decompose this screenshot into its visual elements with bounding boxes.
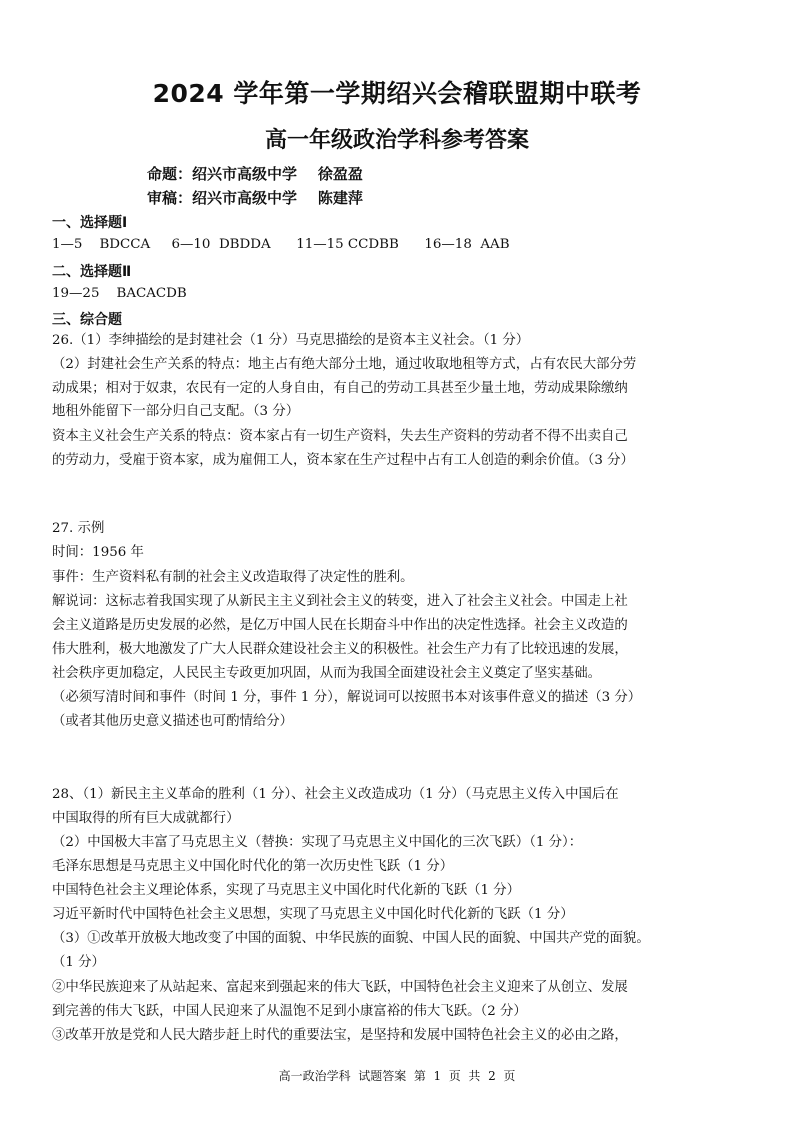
q26-line: 26.（1）李绅描绘的是封建社会（1 分）马克思描绘的是资本主义社会。（1 分） [52,333,530,348]
q27-line: （必须写清时间和事件（时间 1 分，事件 1 分），解说词可以按照书本对该事件意义的描述（3 分） [52,690,642,705]
q27-line: 会主义道路是历史发展的必然，是亿万中国人民在长期奋斗中作出的决定性选择。社会主义改造的 [52,618,628,633]
q26-line: 动成果；相对于奴隶，农民有一定的人身自由，有自己的劳动工具甚至少量土地，劳动成果除缴纳 [52,381,628,396]
q28-line: ②中华民族迎来了从站起来、富起来到强起来的伟大飞跃，中国特色社会主义迎来了从创立、发展 [52,980,628,995]
q28-line: ③改革开放是党和人民大踏步赶上时代的重要法宝，是坚持和发展中国特色社会主义的必由之路， [52,1028,628,1043]
q28-line: 28、（1）新民主主义革命的胜利（1 分）、社会主义改造成功（1 分）（马克思主义传入中国后在 [52,787,619,802]
q28-line: （2）中国极大丰富了马克思主义（替换：实现了马克思主义中国化的三次飞跃）（1 分）： [52,835,583,850]
q27-line: 时间：1956 年 [52,545,144,560]
q28-line: （3）①改革开放极大地改变了中国的面貌、中华民族的面貌、中国人民的面貌、中国共产党的面貌。 [52,931,650,946]
q28-line: 中国取得的所有巨大成就都行） [52,811,240,826]
exam-title: 2024 学年第一学期绍兴会稽联盟期中联考 [152,79,642,108]
answer-key-subtitle: 高一年级政治学科参考答案 [264,128,529,153]
page-footer: 高一政治学科 试题答案 第 1 页 共 2 页 [278,1069,516,1083]
section-2-heading: 二、选择题Ⅱ [52,264,132,280]
q27-line: 27. 示例 [52,521,105,536]
q27-line: 伟大胜利，极大地激发了广大人民群众建设社会主义的积极性。社会生产力有了比较迅速的发展， [52,642,628,657]
q26-line: 的劳动力，受雇于资本家，成为雇佣工人，资本家在生产过程中占有工人创造的剩余价值。（3 分） [52,453,634,468]
section-3-heading: 三、综合题 [52,312,122,328]
section-2-answers: 19—25 BACACDB [52,286,187,301]
section-1-heading: 一、选择题Ⅰ [52,215,128,231]
q26-line: 资本主义社会生产关系的特点：资本家占有一切生产资料，失去生产资料的劳动者不得不出卖自己 [52,429,628,444]
section-1-answers: 1—5 BDCCA 6—10 DBDDA 11—15 CCDBB 16—18 AAB [52,237,510,252]
q28-line: 毛泽东思想是马克思主义中国化时代化的第一次历史性飞跃（1 分） [52,859,454,874]
q26-line: （2）封建社会生产关系的特点：地主占有绝大部分土地，通过收取地租等方式，占有农民大部分劳 [52,357,637,372]
q28-line: （1 分） [52,955,105,970]
q27-line: 事件：生产资料私有制的社会主义改造取得了决定性的胜利。 [52,570,414,585]
q28-line: 中国特色社会主义理论体系，实现了马克思主义中国化时代化新的飞跃（1 分） [52,883,521,898]
reviewer-credit: 审稿：绍兴市高级中学 陈建萍 [147,189,363,207]
author-credit: 命题：绍兴市高级中学 徐盈盈 [147,165,363,183]
q28-line: 习近平新时代中国特色社会主义思想，实现了马克思主义中国化时代化新的飞跃（1 分） [52,907,574,922]
q27-line: 解说词：这标志着我国实现了从新民主主义到社会主义的转变，进入了社会主义社会。中国走上社 [52,594,628,609]
q27-line: （或者其他历史意义描述也可酌情给分） [52,714,294,729]
q28-line: 到完善的伟大飞跃，中国人民迎来了从温饱不足到小康富裕的伟大飞跃。（2 分） [52,1004,527,1019]
q27-line: 社会秩序更加稳定，人民民主专政更加巩固，从而为我国全面建设社会主义奠定了坚实基础。 [52,666,602,681]
q26-line: 地租外能留下一部分归自己支配。（3 分） [52,404,300,419]
